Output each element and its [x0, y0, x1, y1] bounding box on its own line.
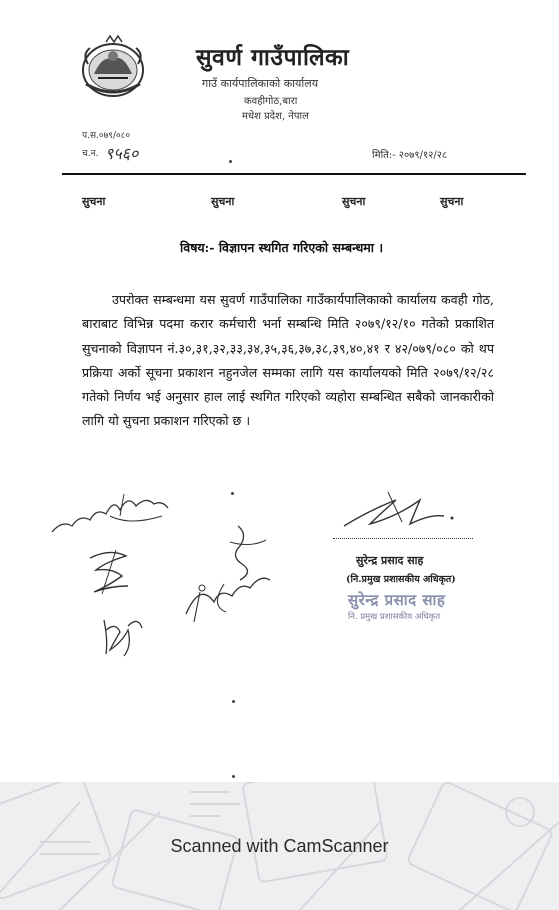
- signature-3: [98, 610, 146, 660]
- address-line-2: मधेश प्रदेश, नेपाल: [242, 111, 309, 122]
- signatory-title: (नि.प्रमुख प्रशासकीय अधिकृत): [346, 574, 456, 585]
- scan-dot: [232, 775, 235, 778]
- stamp-name: सुरेन्द्र प्रसाद साह: [348, 591, 446, 609]
- scan-dot: [232, 700, 235, 703]
- signatory-name: सुरेन्द्र प्रसाद साह: [356, 554, 424, 567]
- cn-label: च.न.: [82, 149, 99, 159]
- stamp-title: नि. प्रमुख प्रशासकीय अधिकृत: [348, 612, 441, 622]
- officer-signature: [340, 486, 460, 532]
- signature-4: [180, 522, 280, 626]
- date-field: मिति:- २०७९/१२/२८: [372, 150, 448, 161]
- notice-word: सुचना: [82, 195, 106, 208]
- notice-word: सुचना: [342, 195, 366, 208]
- address-line-1: कवहीगोठ,बारा: [244, 96, 298, 107]
- camscanner-watermark-text: Scanned with CamScanner: [170, 836, 389, 856]
- scan-dot: [231, 492, 234, 495]
- notice-subject: विषय:- विज्ञापन स्थगित गरिएको सम्बन्धमा ।: [180, 240, 384, 255]
- office-name: गाउँ कार्यपालिकाको कार्यालय: [202, 77, 319, 90]
- signature-2: [86, 546, 136, 596]
- notice-word: सुचना: [211, 195, 235, 208]
- scan-dot: [229, 160, 232, 163]
- notice-word: सुचना: [440, 195, 464, 208]
- signature-1: [50, 486, 172, 538]
- notice-body: उपरोक्त सम्बन्धमा यस सुवर्ण गाउँपालिका गाउँकार्यपालिकाको कार्यालय कवही गोठ, बाराबाट विभिन्न पदमा करार कर्मचारी भर्ना सम्बन्धि मिति २०७९/१२/१० गतेको प्रकाशित सुचनाको विज्ञापन नं.३०,३१,३२,३३,३४,३५,३६,३७,३८,३९,४०,४१ र ४२/०७९/०८० को थप प्रक्रिया अर्को सूचना प्रकाशन नहुनजेल सम्मका लागि यस कार्यालयको मिति २०७९/१२/२८ गतेको निर्णय भई अनुसार हाल लाई स्थगित गरिएको व्यहोरा सम्बन्धित सबैको जानकारीको लागि यो सुचना प्रकाशन गरिएको छ ।: [82, 292, 494, 429]
- signature-line: [333, 538, 473, 539]
- nepal-emblem-logo: [76, 34, 150, 100]
- ps-number: प.स.०७९/०८०: [82, 131, 131, 141]
- cn-handwritten-number: ९५६०: [105, 144, 139, 163]
- header-divider: [62, 173, 526, 175]
- organization-name: सुवर्ण गाउँपालिका: [196, 44, 350, 71]
